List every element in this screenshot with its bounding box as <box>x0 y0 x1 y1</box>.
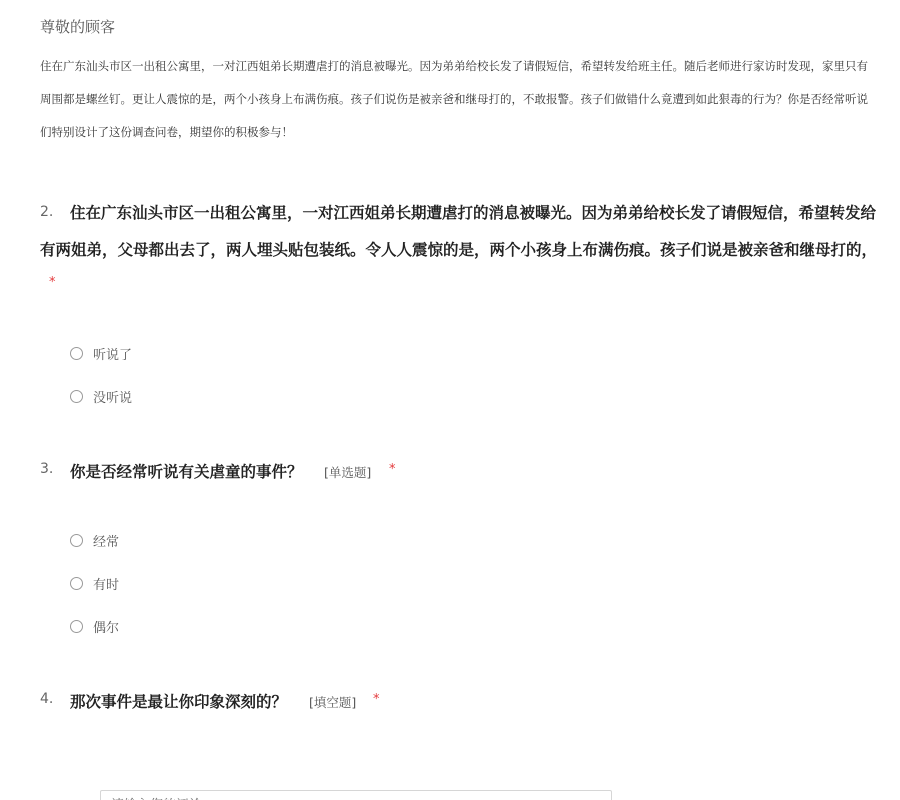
option-label: 经常 <box>93 534 120 550</box>
question-4-number: 4. <box>40 691 54 707</box>
radio-button[interactable] <box>70 534 83 547</box>
option-label: 偶尔 <box>93 620 120 636</box>
option-occasionally[interactable] <box>70 617 119 635</box>
option-label: 没听说 <box>93 390 133 406</box>
radio-button[interactable] <box>70 577 83 590</box>
option-often[interactable] <box>70 531 119 549</box>
question-type-label: [填空题] <box>309 695 357 710</box>
question-2-title-continued: 有两姐弟，父母都出去了，两人埋头贴包装纸。令人人震惊的是，两个小孩身上布满伤痕。孩子们说是被亲爸和继母打的， <box>40 241 878 259</box>
required-star: * <box>389 462 396 477</box>
radio-button[interactable] <box>70 390 83 403</box>
option-not-heard[interactable] <box>70 387 132 405</box>
option-label: 有时 <box>93 577 120 593</box>
radio-button[interactable] <box>70 347 83 360</box>
option-label: 听说了 <box>93 347 133 363</box>
intro-line: 们特别设计了这份调查问卷，期望你的积极参与！ <box>40 125 293 139</box>
answer-input[interactable] <box>100 790 612 800</box>
question-2-title: 住在广东汕头市区一出租公寓里，一对江西姐弟长期遭虐打的消息被曝光。因为弟弟给校长发了请假短信，希望转发给 <box>70 204 877 222</box>
question-3-number: 3. <box>40 461 54 477</box>
option-heard[interactable] <box>70 344 132 362</box>
required-star: * <box>49 275 56 290</box>
intro-line: 住在广东汕头市区一出租公寓里，一对江西姐弟长期遭虐打的消息被曝光。因为弟弟给校长发了请假短信，希望转发给班主任。随后老师进行家访时发现，家里只有 <box>40 59 868 73</box>
intro-line: 周围都是螺丝钉。更让人震惊的是，两个小孩身上布满伤痕。孩子们说伤是被亲爸和继母打的，不敢报警。孩子们做错什么竟遭到如此狠毒的行为？你是否经常听说 <box>40 92 868 106</box>
radio-button[interactable] <box>70 620 83 633</box>
question-3-title: 你是否经常听说有关虐童的事件？ <box>70 463 303 481</box>
question-type-label: [单选题] <box>324 465 372 480</box>
question-4-title: 那次事件是最让你印象深刻的？ <box>70 693 288 711</box>
question-2-number: 2. <box>40 204 54 220</box>
required-star: * <box>373 692 380 707</box>
option-sometimes[interactable] <box>70 574 119 592</box>
survey-greeting: 尊敬的顾客 <box>40 18 116 36</box>
